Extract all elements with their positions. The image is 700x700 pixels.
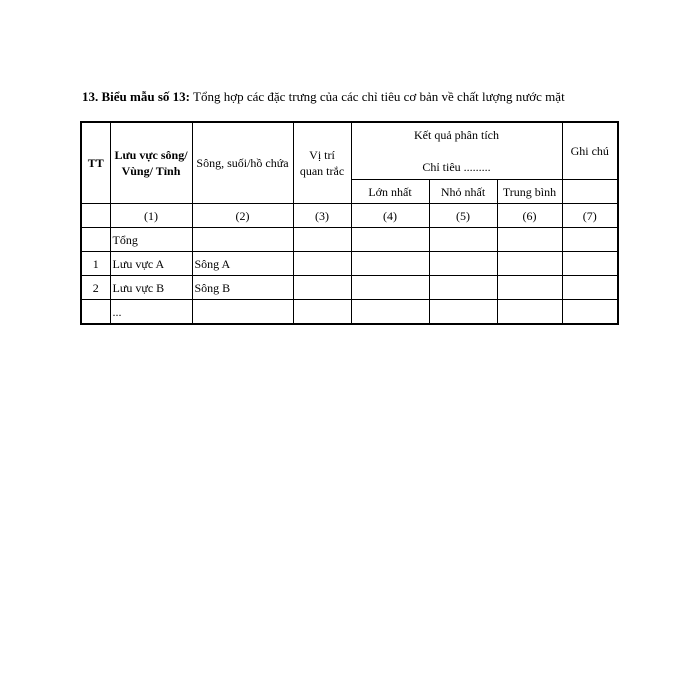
row-song: Sông B xyxy=(192,276,293,300)
document-title xyxy=(82,88,682,106)
column-number: (3) xyxy=(293,204,351,228)
row-cell xyxy=(293,300,351,325)
row-luu-vuc: ... xyxy=(110,300,192,325)
header-nho-nhat: Nhỏ nhất xyxy=(429,180,497,204)
column-number: (7) xyxy=(562,204,618,228)
header-song: Sông, suối/hồ chứa xyxy=(192,122,293,204)
header-ghi-chu: Ghi chú xyxy=(562,122,618,180)
row-cell xyxy=(429,252,497,276)
header-ghi-chu-blank xyxy=(562,180,618,204)
row-tt: 1 xyxy=(81,252,110,276)
row-tt xyxy=(81,300,110,325)
row-cell xyxy=(497,228,562,252)
row-cell xyxy=(562,276,618,300)
row-luu-vuc: Lưu vực B xyxy=(110,276,192,300)
header-lon-nhat: Lớn nhất xyxy=(351,180,429,204)
header-trung-binh: Trung bình xyxy=(497,180,562,204)
column-number: (4) xyxy=(351,204,429,228)
row-cell xyxy=(293,228,351,252)
row-luu-vuc: Lưu vực A xyxy=(110,252,192,276)
column-number: (1) xyxy=(110,204,192,228)
header-ket-qua xyxy=(351,122,562,180)
row-luu-vuc: Tổng xyxy=(110,228,192,252)
row-cell xyxy=(351,300,429,325)
table-row xyxy=(81,300,618,325)
column-number: (2) xyxy=(192,204,293,228)
form-number-label: 13. Biểu mẫu số 13: xyxy=(82,89,190,104)
table-row xyxy=(81,228,618,252)
row-cell xyxy=(562,252,618,276)
header-luu-vuc: Lưu vực sông/ Vùng/ Tỉnh xyxy=(110,122,192,204)
row-cell xyxy=(351,276,429,300)
column-number-blank xyxy=(81,204,110,228)
row-cell xyxy=(429,228,497,252)
row-tt: 2 xyxy=(81,276,110,300)
row-song xyxy=(192,228,293,252)
row-cell xyxy=(562,300,618,325)
row-cell xyxy=(429,300,497,325)
row-cell xyxy=(429,276,497,300)
header-row-1 xyxy=(81,122,618,180)
row-cell xyxy=(497,300,562,325)
table-row xyxy=(81,252,618,276)
row-song xyxy=(192,300,293,325)
row-cell xyxy=(293,252,351,276)
row-cell xyxy=(562,228,618,252)
header-tt: TT xyxy=(81,122,110,204)
row-song: Sông A xyxy=(192,252,293,276)
column-number-row xyxy=(81,204,618,228)
header-vi-tri-line2: quan trắc xyxy=(299,164,345,178)
header-vi-tri xyxy=(293,122,351,204)
row-cell xyxy=(497,276,562,300)
row-tt xyxy=(81,228,110,252)
column-number: (6) xyxy=(497,204,562,228)
header-chi-tieu: Chỉ tiêu ......... xyxy=(422,160,491,174)
row-cell xyxy=(293,276,351,300)
header-vi-tri-line1: Vị trí xyxy=(309,148,335,162)
water-quality-summary-table xyxy=(80,121,619,325)
table-row xyxy=(81,276,618,300)
header-ket-qua-label: Kết quả phân tích xyxy=(414,128,499,142)
row-cell xyxy=(351,228,429,252)
column-number: (5) xyxy=(429,204,497,228)
form-title-text: Tổng hợp các đặc trưng của các chỉ tiêu cơ bản về chất lượng nước mặt xyxy=(189,89,565,104)
row-cell xyxy=(497,252,562,276)
row-cell xyxy=(351,252,429,276)
